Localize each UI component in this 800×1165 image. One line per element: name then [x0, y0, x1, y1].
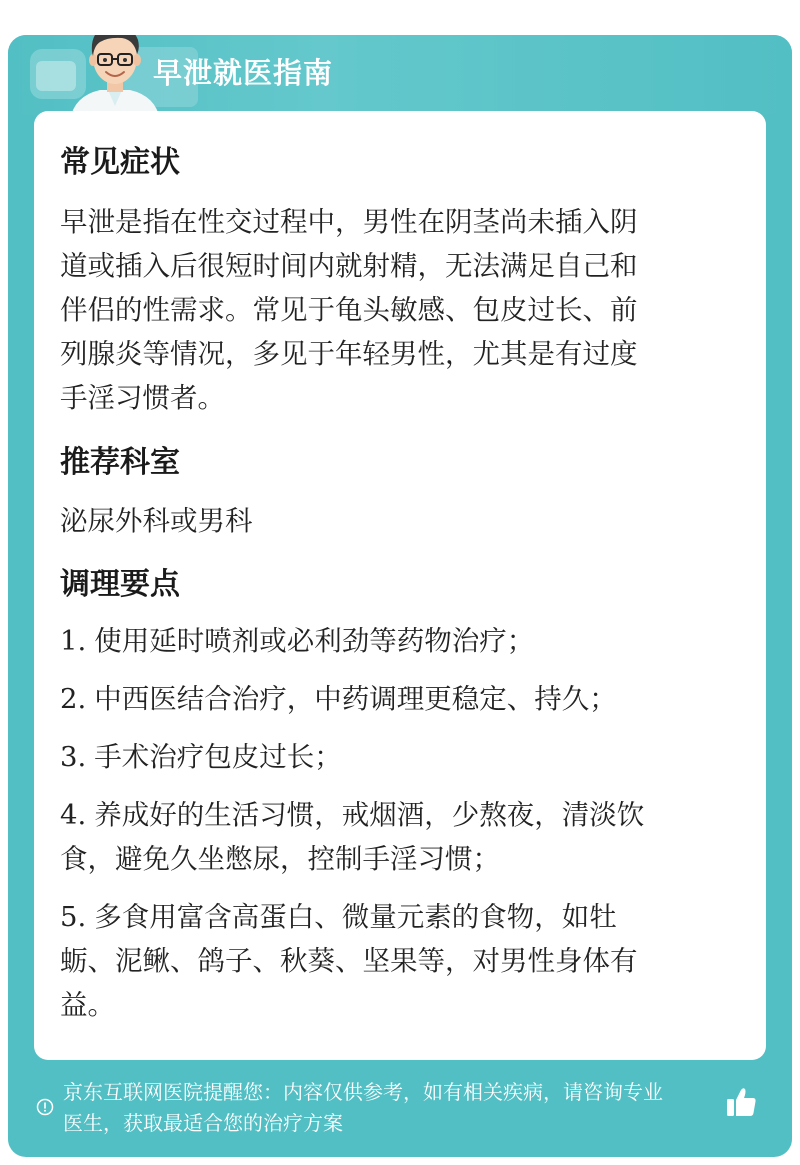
list-text: 多食用富含高蛋白、微量元素的食物，如牡 [94, 901, 617, 933]
list-item [60, 895, 726, 1027]
disclaimer-footer [8, 1065, 792, 1157]
list-text: 食，避免久坐憋尿，控制手淫习惯； [60, 843, 500, 875]
doctor-avatar-icon [60, 35, 170, 120]
list-text: 蛎、泥鳅、鸽子、秋葵、坚果等，对男性身体有 [60, 945, 638, 977]
symptoms-text [60, 200, 726, 420]
department-text: 泌尿外科或男科 [60, 505, 253, 537]
list-text: 益。 [60, 989, 115, 1021]
list-item [60, 793, 726, 881]
page-title: 早泄就医指南 [153, 56, 334, 90]
list-number: 1. [60, 625, 87, 657]
list-number: 4. [60, 799, 87, 831]
text-line: 伴侣的性需求。常见于龟头敏感、包皮过长、前 [60, 294, 638, 326]
section-heading-department: 推荐科室 [60, 445, 180, 480]
text-line: 道或插入后很短时间内就射精，无法满足自己和 [60, 250, 638, 282]
info-icon [36, 1098, 54, 1116]
text-line: 医生，获取最适合您的治疗方案 [63, 1111, 343, 1135]
list-number: 2. [60, 683, 87, 715]
list-text: 养成好的生活习惯，戒烟酒，少熬夜，清淡饮 [94, 799, 645, 831]
disclaimer-text [63, 1077, 733, 1139]
list-number: 3. [60, 741, 87, 773]
section-heading-care: 调理要点 [60, 567, 180, 602]
text-line: 列腺炎等情况，多见于年轻男性，尤其是有过度 [60, 338, 638, 370]
text-line: 京东互联网医院提醒您：内容仅供参考，如有相关疾病，请咨询专业 [63, 1080, 663, 1104]
list-item [60, 619, 726, 663]
section-heading-symptoms: 常见症状 [60, 145, 180, 180]
list-text: 手术治疗包皮过长； [94, 741, 342, 773]
content-card [34, 111, 766, 1060]
list-item [60, 677, 726, 721]
list-text: 中西医结合治疗，中药调理更稳定、持久； [94, 683, 617, 715]
text-line: 手淫习惯者。 [60, 382, 225, 414]
list-item [60, 735, 726, 779]
thumbs-up-icon[interactable] [722, 1083, 760, 1121]
list-number: 5. [60, 901, 87, 933]
text-line: 早泄是指在性交过程中，男性在阴茎尚未插入阴 [60, 206, 638, 238]
list-text: 使用延时喷剂或必利劲等药物治疗； [94, 625, 535, 657]
guide-card-frame [8, 35, 792, 1157]
